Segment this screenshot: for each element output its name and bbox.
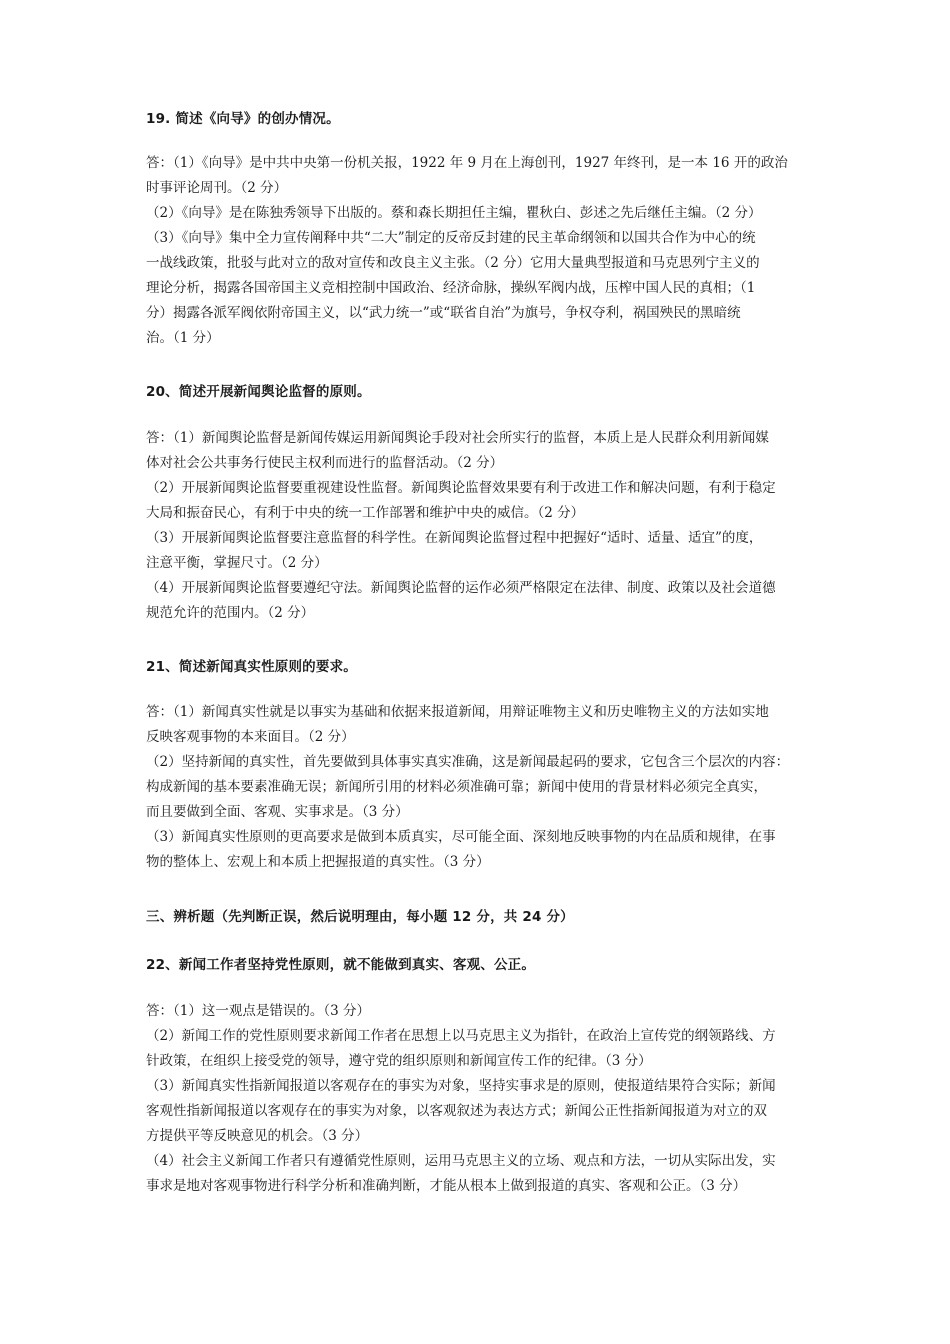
answer-22 bbox=[146, 999, 814, 1199]
question-20-title: 20、简述开展新闻舆论监督的原则。 bbox=[146, 384, 371, 400]
answer-19 bbox=[146, 151, 814, 351]
answer-21 bbox=[146, 700, 814, 875]
answer-line: （2）坚持新闻的真实性，首先要做到具体事实真实准确，这是新闻最起码的要求，它包含三个层次的内容： bbox=[146, 754, 790, 770]
answer-line: 治。（1 分） bbox=[146, 330, 220, 346]
answer-line: （4）社会主义新闻工作者只有遵循党性原则，运用马克思主义的立场、观点和方法，一切从实际出发，实 bbox=[146, 1153, 776, 1169]
answer-line: 事求是地对客观事物进行科学分析和准确判断，才能从根本上做到报道的真实、客观和公正。（3 分） bbox=[146, 1178, 747, 1194]
answer-line: （2）新闻工作的党性原则要求新闻工作者在思想上以马克思主义为指针，在政治上宣传党的纲领路线、方 bbox=[146, 1028, 776, 1044]
answer-line: 大局和振奋民心，有利于中央的统一工作部署和维护中央的威信。（2 分） bbox=[146, 505, 585, 521]
answer-line: （3）新闻真实性指新闻报道以客观存在的事实为对象，坚持实事求是的原则，使报道结果符合实际；新闻 bbox=[146, 1078, 776, 1094]
answer-line: 方提供平等反映意见的机会。（3 分） bbox=[146, 1128, 369, 1144]
answer-line: 一战线政策，批驳与此对立的敌对宣传和改良主义主张。（2 分）它用大量典型报道和马克思列宁主义的 bbox=[146, 255, 760, 271]
answer-line: （2）开展新闻舆论监督要重视建设性监督。新闻舆论监督效果要有利于改进工作和解决问题，有利于稳定 bbox=[146, 480, 776, 496]
answer-20 bbox=[146, 426, 814, 626]
answer-line: （3）《向导》集中全力宣传阐释中共“二大”制定的反帝反封建的民主革命纲领和以国共合作为中心的统 bbox=[146, 230, 756, 246]
question-22-title: 22、新闻工作者坚持党性原则，就不能做到真实、客观、公正。 bbox=[146, 957, 536, 973]
answer-line: 构成新闻的基本要素准确无误；新闻所引用的材料必须准确可靠；新闻中使用的背景材料必须完全真实， bbox=[146, 779, 767, 795]
answer-line: 答：（1）《向导》是中共中央第一份机关报，1922 年 9 月在上海创刊，1927 年终刊，是一本 16 开的政治 bbox=[146, 155, 788, 171]
answer-line: 而且要做到全面、客观、实事求是。（3 分） bbox=[146, 804, 409, 820]
answer-line: 客观性指新闻报道以客观存在的事实为对象，以客观叙述为表达方式；新闻公正性指新闻报道为对立的双 bbox=[146, 1103, 767, 1119]
question-21-title: 21、简述新闻真实性原则的要求。 bbox=[146, 659, 357, 675]
answer-line: 答：（1）新闻舆论监督是新闻传媒运用新闻舆论手段对社会所实行的监督，本质上是人民群众利用新闻媒 bbox=[146, 430, 769, 446]
answer-line: 规范允许的范围内。（2 分） bbox=[146, 605, 315, 621]
answer-line: 体对社会公共事务行使民主权利而进行的监督活动。（2 分） bbox=[146, 455, 504, 471]
answer-line: 答：（1）新闻真实性就是以事实为基础和依据来报道新闻，用辩证唯物主义和历史唯物主义的方法如实地 bbox=[146, 704, 769, 720]
answer-line: 分）揭露各派军阀依附帝国主义，以“武力统一”或“联省自治”为旗号，争权夺利，祸国殃民的黑暗统 bbox=[146, 305, 741, 321]
answer-line: （2）《向导》是在陈独秀领导下出版的。蔡和森长期担任主编，瞿秋白、彭述之先后继任主编。（2 分） bbox=[146, 205, 762, 221]
answer-line: （3）新闻真实性原则的更高要求是做到本质真实，尽可能全面、深刻地反映事物的内在品质和规律，在事 bbox=[146, 829, 776, 845]
answer-line: 反映客观事物的本来面目。（2 分） bbox=[146, 729, 355, 745]
answer-line: （3）开展新闻舆论监督要注意监督的科学性。在新闻舆论监督过程中把握好“适时、适量、适宜”的度， bbox=[146, 530, 763, 546]
answer-line: 理论分析，揭露各国帝国主义竞相控制中国政治、经济命脉，操纵军阀内战，压榨中国人民的真相；（1 bbox=[146, 280, 756, 296]
answer-line: （4）开展新闻舆论监督要遵纪守法。新闻舆论监督的运作必须严格限定在法律、制度、政策以及社会道德 bbox=[146, 580, 776, 596]
answer-line: 注意平衡，掌握尺寸。（2 分） bbox=[146, 555, 328, 571]
question-19-title: 19. 简述《向导》的创办情况。 bbox=[146, 111, 340, 127]
section-3-title: 三、辨析题（先判断正误，然后说明理由，每小题 12 分，共 24 分） bbox=[146, 909, 574, 925]
answer-line: 时事评论周刊。（2 分） bbox=[146, 180, 288, 196]
answer-line: 答：（1）这一观点是错误的。（3 分） bbox=[146, 1003, 370, 1019]
answer-line: 针政策，在组织上接受党的领导，遵守党的组织原则和新闻宣传工作的纪律。（3 分） bbox=[146, 1053, 652, 1069]
answer-line: 物的整体上、宏观上和本质上把握报道的真实性。（3 分） bbox=[146, 854, 490, 870]
